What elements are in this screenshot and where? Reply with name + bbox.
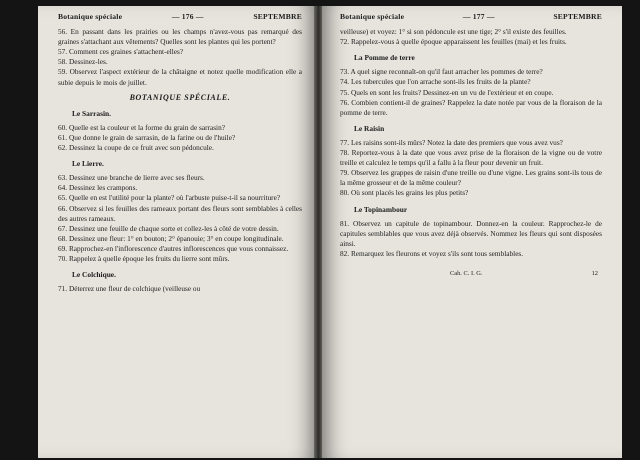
- question-item: 79. Observez les grappes de raisin d'une treille ou d'une vigne. Les grains sont-ils tous de la même grosseur et de la même couleur?: [340, 168, 602, 188]
- subheading-colchique: Le Colchique.: [72, 270, 116, 280]
- question-item: veilleuse) et voyez: 1° si son pédoncule est une tige; 2° s'il existe des feuilles.: [340, 27, 567, 37]
- items-pomme: [340, 67, 602, 117]
- right-items-top: [340, 27, 602, 47]
- question-item: 59. Observez l'aspect extérieur de la châtaigne et notez quelle modification elle a subie depuis le mois de juillet.: [58, 67, 302, 87]
- right-page: [322, 6, 622, 458]
- left-page: [38, 6, 316, 458]
- question-item: 69. Rapprochez-en l'inflorescence d'autres inflorescences que vous connaissez.: [58, 243, 289, 253]
- subheading-raisin: Le Raisin: [354, 123, 385, 133]
- subheading-pomme-de-terre: La Pomme de terre: [354, 53, 415, 63]
- subheading-sarrasin: Le Sarrasin.: [72, 108, 112, 118]
- right-running-head: [340, 12, 602, 22]
- question-item: 61. Que donne le grain de sarrasin, de la farine ou de l'huile?: [58, 132, 236, 142]
- subheading-lierre: Le Lierre.: [72, 159, 104, 169]
- subheading-topinambour: Le Topinambour: [354, 204, 408, 214]
- left-page-number: — 176 —: [171, 12, 204, 21]
- items-raisin: [340, 138, 602, 199]
- question-item: 56. En passant dans les prairies ou les champs n'avez-vous pas remarqué des graines s'attachant aux vêtements? Quelles sont les plantes qui les portent?: [58, 27, 302, 47]
- items-lierre: [58, 173, 302, 264]
- question-item: 66. Observez si les feuilles des rameaux portant des fleurs sont semblables à celles des autres rameaux.: [58, 203, 302, 223]
- right-header-title: Botanique spéciale: [340, 12, 405, 21]
- question-item: 82. Remarquez les fleurons et voyez s'ils sont tous semblables.: [340, 248, 524, 258]
- right-header-month: SEPTEMBRE: [553, 12, 602, 21]
- question-item: 77. Les raisins sont-ils mûrs? Notez la date des premiers que vous avez vus?: [340, 137, 563, 147]
- question-item: 60. Quelle est la couleur et la forme du grain de sarrasin?: [58, 122, 225, 132]
- question-item: 68. Dessinez une fleur: 1° en bouton; 2° épanouie; 3° en coupe longitudinale.: [58, 233, 284, 243]
- question-item: 76. Combien contient-il de graines? Rappelez la date notée par vous de la floraison de la pomme de terre.: [340, 97, 602, 117]
- question-item: 81. Observez un capitule de topinambour. Donnez-en la couleur. Rapprochez-le de capitules semblables que vous avez déjà observés. Nommez les fleurs qui sont disposées ainsi.: [340, 218, 602, 248]
- question-item: 70. Rappelez à quelle époque les fruits du lierre sont mûrs.: [58, 253, 230, 263]
- page-footer: [340, 269, 602, 279]
- question-item: 62. Dessinez la coupe de ce fruit avec son pédoncule.: [58, 143, 214, 153]
- footer-signature: Cah. C. I. G.: [450, 269, 483, 277]
- section-title: BOTANIQUE SPÉCIALE.: [129, 92, 231, 102]
- items-colchique: [58, 284, 302, 294]
- items-sarrasin: [58, 123, 302, 153]
- question-item: 65. Quelle en est l'utilité pour la plante? où l'arbuste puise-t-il sa nourriture?: [58, 193, 281, 203]
- left-items-top: [58, 27, 302, 88]
- question-item: 78. Reportez-vous à la date que vous avez prise de la floraison de la vigne ou de votre treille et calculez le temps qu'il a fallu à la fleur pour devenir un fruit.: [340, 148, 602, 168]
- question-item: 71. Déterrez une fleur de colchique (veilleuse ou: [58, 284, 201, 294]
- question-item: 58. Dessinez-les.: [58, 57, 108, 67]
- left-header-month: SEPTEMBRE: [253, 12, 302, 21]
- question-item: 72. Rappelez-vous à quelle époque apparaissent les feuilles (mai) et les fruits.: [340, 37, 567, 47]
- question-item: 73. A quel signe reconnaît-on qu'il faut arracher les pommes de terre?: [340, 67, 543, 77]
- question-item: 74. Les tubercules que l'on arrache sont-ils les fruits de la plante?: [340, 77, 531, 87]
- question-item: 63. Dessinez une branche de lierre avec ses fleurs.: [58, 173, 205, 183]
- right-page-number: — 177 —: [462, 12, 495, 21]
- left-running-head: [58, 12, 302, 22]
- question-item: 57. Comment ces graines s'attachent-elles?: [58, 47, 184, 57]
- question-item: 80. Où sont placés les grains les plus petits?: [340, 188, 469, 198]
- question-item: 64. Dessinez les crampons.: [58, 183, 138, 193]
- question-item: 75. Quels en sont les fruits? Dessinez-en un vu de l'extérieur et en coupe.: [340, 87, 554, 97]
- footer-number: 12: [591, 269, 598, 277]
- left-header-title: Botanique spéciale: [58, 12, 123, 21]
- items-topinambour: [340, 219, 602, 259]
- question-item: 67. Dessinez une feuille de chaque sorte et collez-les à côté de votre dessin.: [58, 223, 279, 233]
